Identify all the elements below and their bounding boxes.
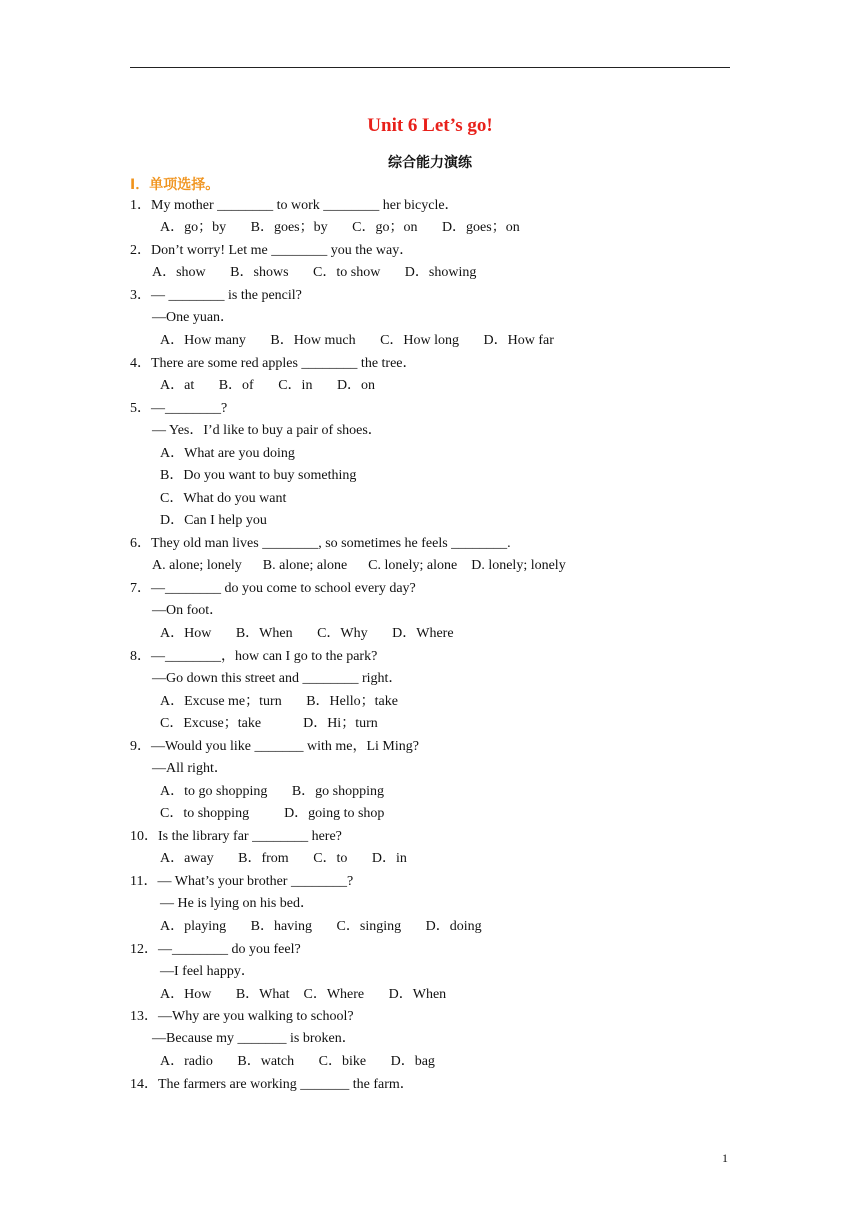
dialog-line: — Yes．I’d like to buy a pair of shoes．	[152, 423, 382, 438]
question-options: A．show B．shows C．to show D．showing	[152, 265, 477, 280]
page-number: 1	[722, 1151, 728, 1165]
question-options: A．at B．of C．in D．on	[160, 378, 376, 393]
question-stem: 14．The farmers are working _______ the farm．	[130, 1077, 414, 1092]
question-option: A．What are you doing	[160, 446, 295, 461]
question-stem: 4．There are some red apples ________ the tree．	[130, 356, 417, 371]
question-option: C．What do you want	[160, 491, 287, 506]
question-stem: 6．They old man lives ________, so sometimes he feels ________.	[130, 536, 511, 551]
dialog-line: —All right．	[152, 761, 228, 776]
dialog-line: —On foot．	[152, 603, 224, 618]
question-options: A．playing B．having C．singing D．doing	[160, 919, 482, 934]
question-option: D．Can I help you	[160, 513, 267, 528]
question-stem: 13．—Why are you walking to school?	[130, 1009, 354, 1024]
dialog-line: — He is lying on his bed．	[160, 896, 314, 911]
page-subtitle: 综合能力演练	[388, 155, 472, 171]
question-stem: 3．— ________ is the pencil?	[130, 288, 302, 303]
dialog-line: —Go down this street and ________ right．	[152, 671, 403, 686]
question-options: A．How many B．How much C．How long D．How far	[160, 333, 554, 348]
question-stem: 8．—________，how can I go to the park?	[130, 649, 378, 664]
question-option: B．Do you want to buy something	[160, 468, 357, 483]
question-stem: 5．—________?	[130, 401, 228, 416]
question-options: A．away B．from C．to D．in	[160, 851, 407, 866]
question-stem: 9．—Would you like _______ with me，Li Ming?	[130, 739, 419, 754]
section-heading: I．单项选择。	[130, 177, 220, 193]
question-options: A．go；by B．goes；by C．go；on D．goes；on	[160, 220, 520, 235]
question-stem: 11．— What’s your brother ________?	[130, 874, 354, 889]
question-stem: 10．Is the library far ________ here?	[130, 829, 342, 844]
dialog-line: —One yuan．	[152, 310, 235, 325]
page-title: Unit 6 Let’s go!	[367, 115, 493, 136]
question-options: A．to go shopping B．go shopping	[160, 784, 385, 799]
question-options: A．How B．What C．Where D．When	[160, 987, 447, 1002]
question-options: A．How B．When C．Why D．Where	[160, 626, 454, 641]
question-stem: 2．Don’t worry! Let me ________ you the way．	[130, 243, 414, 258]
header-rule	[130, 67, 730, 68]
question-options: A．radio B．watch C．bike D．bag	[160, 1054, 435, 1069]
question-stem: 12．—________ do you feel?	[130, 942, 301, 957]
dialog-line: —Because my _______ is broken．	[152, 1031, 356, 1046]
dialog-line: —I feel happy．	[160, 964, 255, 979]
question-stem: 7．—________ do you come to school every day?	[130, 581, 416, 596]
question-options: A．Excuse me；turn B．Hello；take	[160, 694, 398, 709]
question-options: C．Excuse；take D．Hi；turn	[160, 716, 378, 731]
question-options: C．to shopping D．going to shop	[160, 806, 385, 821]
question-options: A. alone; lonely B. alone; alone C. lonely; alone D. lonely; lonely	[152, 558, 566, 573]
question-stem: 1．My mother ________ to work ________ her bicycle．	[130, 198, 459, 213]
